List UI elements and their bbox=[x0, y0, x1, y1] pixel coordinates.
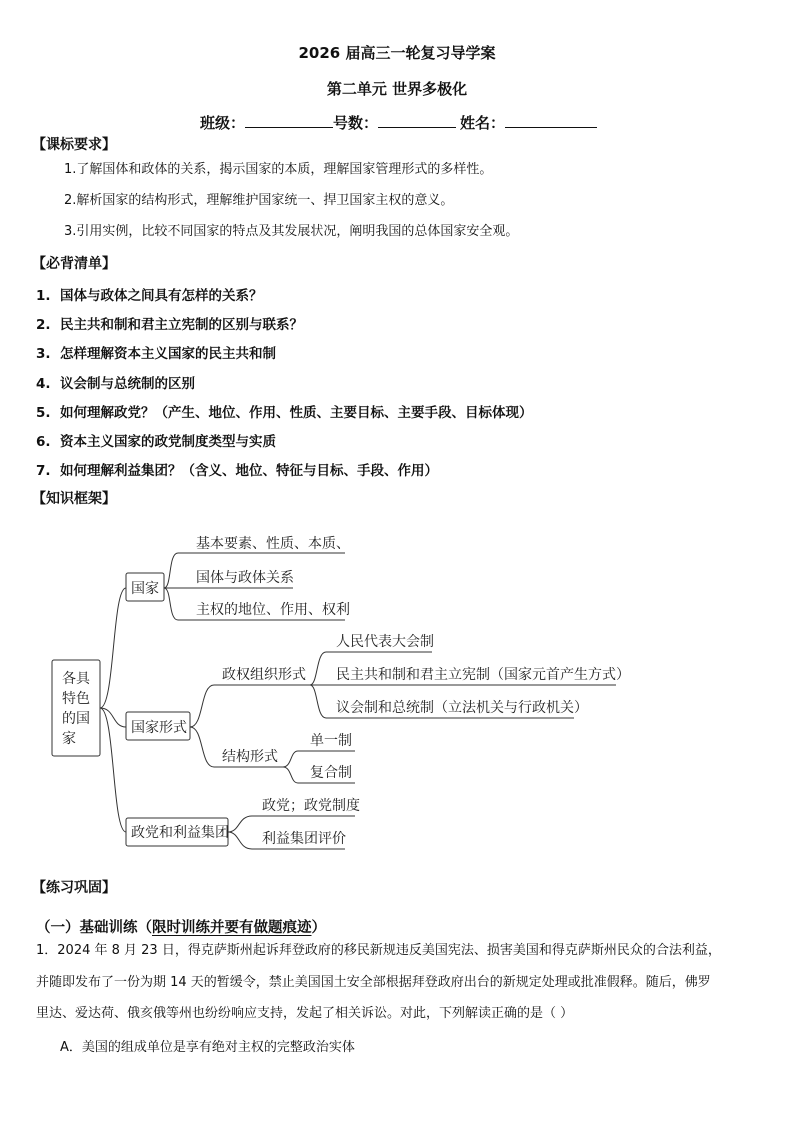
number-label: 号数： bbox=[333, 114, 379, 132]
framework-heading: 【知识框架】 bbox=[32, 491, 116, 507]
xingshi-label: 国家形式 bbox=[131, 720, 187, 736]
doc-subtitle: 第二单元 世界多极化 bbox=[326, 80, 468, 98]
zhengquan-label: 政权组织形式 bbox=[222, 667, 306, 683]
checklist-item: 1. 国体与政体之间具有怎样的关系？ bbox=[36, 288, 263, 304]
requirement-item: 3.引用实例，比较不同国家的特点及其发展状况，阐明我国的总体国家安全观。 bbox=[64, 224, 519, 239]
guojia-child: 主权的地位、作用、权利 bbox=[196, 602, 350, 618]
branch-line bbox=[228, 816, 355, 832]
question-line: 1．2024 年 8 月 23 日，得克萨斯州起诉拜登政府的移民新规违反美国宪法、损害美国和得克萨斯州民众的合法利益， bbox=[36, 943, 721, 958]
student-info-line bbox=[200, 112, 597, 133]
jiegou-child: 单一制 bbox=[310, 733, 352, 749]
practice-subheading: （一）基础训练（限时训练并要有做题痕迹） bbox=[36, 920, 326, 936]
checklist-heading: 【必背清单】 bbox=[32, 256, 116, 272]
root-label: 特色 bbox=[62, 691, 90, 707]
guojia-child: 国体与政体关系 bbox=[196, 570, 294, 586]
zhengquan-child: 议会制和总统制（立法机关与行政机关） bbox=[336, 700, 588, 716]
root-label: 家 bbox=[62, 731, 76, 747]
practice-emphasis: 限时训练并要有做题痕迹 bbox=[152, 920, 312, 936]
option-a: A．美国的组成单位是享有绝对主权的完整政治实体 bbox=[60, 1040, 355, 1055]
checklist-item: 3. 怎样理解资本主义国家的民主共和制 bbox=[36, 346, 276, 362]
zhengdang-child: 政党；政党制度 bbox=[262, 798, 360, 814]
root-branch-line bbox=[100, 588, 126, 708]
branch-line bbox=[190, 685, 310, 727]
zhengquan-child: 民主共和制和君主立宪制（国家元首产生方式） bbox=[336, 667, 630, 683]
name-label: 姓名： bbox=[460, 114, 506, 132]
knowledge-mindmap bbox=[0, 520, 794, 860]
jiegou-label: 结构形式 bbox=[222, 749, 278, 765]
checklist-item: 2. 民主共和制和君主立宪制的区别与联系？ bbox=[36, 317, 303, 333]
class-label: 班级： bbox=[200, 114, 246, 132]
practice-heading: 【练习巩固】 bbox=[32, 880, 116, 896]
guojia-label: 国家 bbox=[131, 581, 159, 597]
question-line: 并随即发布了一份为期 14 天的暂缓令，禁止美国国土安全部根据拜登政府出台的新规定处理或批准假释。随后，佛罗 bbox=[36, 975, 711, 990]
checklist-item: 4. 议会制与总统制的区别 bbox=[36, 376, 195, 392]
zhengdang-child: 利益集团评价 bbox=[262, 831, 346, 847]
requirement-item: 1.了解国体和政体的关系，揭示国家的本质，理解国家管理形式的多样性。 bbox=[64, 162, 493, 177]
question-line: 里达、爱达荷、俄亥俄等州也纷纷响应支持，发起了相关诉讼。对此，下列解读正确的是（ ） bbox=[36, 1006, 574, 1021]
jiegou-child: 复合制 bbox=[310, 765, 352, 781]
root-label: 的国 bbox=[62, 711, 90, 727]
requirement-item: 2.解析国家的结构形式，理解维护国家统一、捍卫国家主权的意义。 bbox=[64, 193, 454, 208]
checklist-item: 6. 资本主义国家的政党制度类型与实质 bbox=[36, 434, 276, 450]
doc-title: 2026 届高三一轮复习导学案 bbox=[298, 44, 496, 62]
zhengdang-label: 政党和利益集团 bbox=[131, 825, 229, 841]
number-blank[interactable] bbox=[378, 113, 456, 128]
class-blank[interactable] bbox=[245, 113, 333, 128]
guojia-child: 基本要素、性质、本质、 bbox=[196, 536, 350, 552]
zhengquan-child: 人民代表大会制 bbox=[336, 634, 434, 650]
root-label: 各具 bbox=[62, 671, 90, 687]
checklist-item: 5. 如何理解政党？（产生、地位、作用、性质、主要目标、主要手段、目标体现） bbox=[36, 405, 533, 421]
checklist-item: 7. 如何理解利益集团？（含义、地位、特征与目标、手段、作用） bbox=[36, 463, 438, 479]
name-blank[interactable] bbox=[505, 113, 597, 128]
requirements-heading: 【课标要求】 bbox=[32, 137, 116, 153]
